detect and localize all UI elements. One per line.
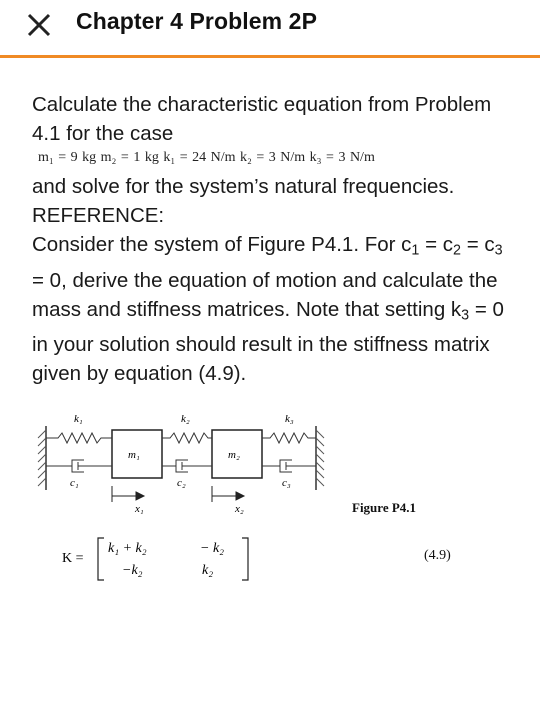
- matrix-a21: −k₂: [122, 563, 143, 578]
- label-x2: x₂: [235, 503, 244, 515]
- damper-c3: [262, 460, 316, 472]
- matrix-a11: k₁ + k₂: [108, 541, 147, 556]
- arrow-x1: [112, 486, 144, 502]
- equation-number: (4.9): [424, 548, 451, 563]
- reference-label: REFERENCE:: [32, 204, 165, 227]
- label-c1: c₁: [70, 477, 79, 489]
- spring-k2: [162, 433, 212, 443]
- arrow-x2: [212, 486, 244, 502]
- matrix-a22: k₂: [202, 563, 214, 578]
- reference-text: Consider the system of Figure P4.1. For $c_1 = c_2 = c_3 = 0$, derive the equation of motion and calculate the mass and stiffness matrices. Note that setting $k_3 = 0$ in your solution should result in the stiffness matrix given by equation (4.9).: [32, 233, 504, 386]
- matrix-a12: − k₂: [200, 541, 225, 556]
- problem-statement-line2: and solve for the system’s natural frequencies.: [32, 175, 455, 198]
- damper-c2: [162, 460, 212, 472]
- figure-caption: Figure P4.1: [352, 500, 417, 515]
- damper-c1: [46, 460, 112, 472]
- problem-statement-line1: Calculate the characteristic equation from Problem 4.1 for the case: [32, 93, 492, 145]
- close-icon[interactable]: [22, 8, 56, 42]
- header-bar: [0, 0, 540, 58]
- equation-lhs: K =: [62, 551, 84, 566]
- left-bracket: [98, 538, 104, 580]
- label-k1: k₁: [74, 413, 83, 425]
- parameter-values: m₁ = 9 kg m₂ = 1 kg k₁ = 24 N/m k₂ = 3 N/m k₃ = 3 N/m: [38, 150, 375, 165]
- label-c2: c₂: [177, 477, 186, 489]
- label-m1: m₁: [128, 449, 140, 461]
- label-c3: c₃: [282, 477, 291, 489]
- label-m2: m₂: [228, 449, 240, 461]
- page-title: Chapter 4 Problem 2P: [76, 8, 318, 34]
- label-k2: k₂: [181, 413, 190, 425]
- label-k3: k₃: [285, 413, 294, 425]
- right-bracket: [242, 538, 248, 580]
- problem-body: [32, 90, 512, 388]
- spring-k3: [262, 433, 316, 443]
- label-x1: x₁: [135, 503, 144, 515]
- stiffness-matrix-equation: [60, 534, 300, 584]
- spring-k1: [46, 433, 112, 443]
